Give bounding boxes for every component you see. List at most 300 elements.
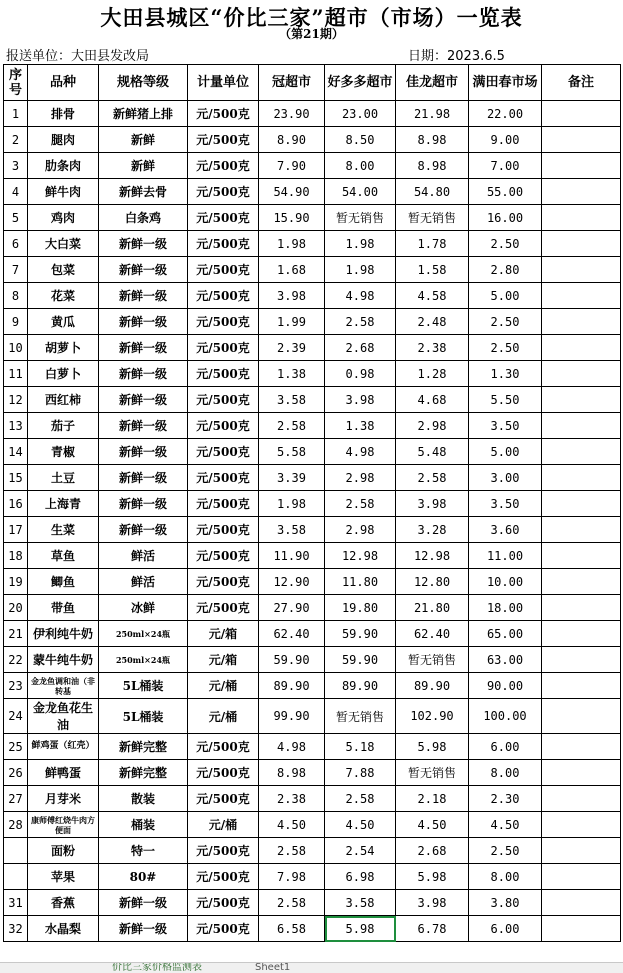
- cell-store-4[interactable]: 90.00: [469, 673, 542, 699]
- cell-seq[interactable]: 6: [4, 231, 28, 257]
- cell-spec[interactable]: 新鲜: [99, 153, 188, 179]
- cell-store-4[interactable]: 7.00: [469, 153, 542, 179]
- cell-item[interactable]: 蒙牛纯牛奶: [28, 647, 99, 673]
- cell-store-2[interactable]: 2.54: [325, 838, 396, 864]
- cell-store-4[interactable]: 2.50: [469, 309, 542, 335]
- cell-store-3[interactable]: 暂无销售: [396, 647, 469, 673]
- cell-spec[interactable]: 新鲜一级: [99, 283, 188, 309]
- cell-spec[interactable]: 新鲜猪上排: [99, 101, 188, 127]
- cell-store-3[interactable]: 54.80: [396, 179, 469, 205]
- cell-store-4[interactable]: 2.50: [469, 231, 542, 257]
- cell-store-2[interactable]: 0.98: [325, 361, 396, 387]
- cell-store-1[interactable]: 89.90: [259, 673, 325, 699]
- cell-spec[interactable]: 250ml×24瓶: [99, 621, 188, 647]
- cell-store-3[interactable]: 3.28: [396, 517, 469, 543]
- cell-store-1[interactable]: 2.58: [259, 413, 325, 439]
- cell-store-4[interactable]: 2.50: [469, 838, 542, 864]
- cell-item[interactable]: 苹果: [28, 864, 99, 890]
- cell-spec[interactable]: 新鲜一级: [99, 361, 188, 387]
- cell-note[interactable]: [542, 786, 621, 812]
- cell-seq[interactable]: 14: [4, 439, 28, 465]
- cell-unit[interactable]: 元/500克: [188, 309, 259, 335]
- cell-unit[interactable]: 元/500克: [188, 465, 259, 491]
- cell-note[interactable]: [542, 812, 621, 838]
- cell-store-4[interactable]: 5.50: [469, 387, 542, 413]
- cell-store-2[interactable]: 19.80: [325, 595, 396, 621]
- cell-note[interactable]: [542, 361, 621, 387]
- cell-unit[interactable]: 元/500克: [188, 517, 259, 543]
- cell-spec[interactable]: 新鲜一级: [99, 309, 188, 335]
- cell-seq[interactable]: 7: [4, 257, 28, 283]
- cell-seq[interactable]: 26: [4, 760, 28, 786]
- cell-unit[interactable]: 元/500克: [188, 491, 259, 517]
- cell-store-2[interactable]: 3.58: [325, 890, 396, 916]
- cell-spec[interactable]: 白条鸡: [99, 205, 188, 231]
- cell-store-3[interactable]: 暂无销售: [396, 760, 469, 786]
- cell-store-4[interactable]: 3.80: [469, 890, 542, 916]
- cell-seq[interactable]: 19: [4, 569, 28, 595]
- cell-store-2[interactable]: 7.88: [325, 760, 396, 786]
- cell-unit[interactable]: 元/500克: [188, 153, 259, 179]
- cell-unit[interactable]: 元/500克: [188, 179, 259, 205]
- cell-note[interactable]: [542, 864, 621, 890]
- cell-store-2[interactable]: 4.50: [325, 812, 396, 838]
- cell-store-1[interactable]: 3.39: [259, 465, 325, 491]
- cell-store-3[interactable]: 3.98: [396, 890, 469, 916]
- cell-store-1[interactable]: 4.98: [259, 734, 325, 760]
- cell-store-3[interactable]: 89.90: [396, 673, 469, 699]
- cell-note[interactable]: [542, 127, 621, 153]
- cell-unit[interactable]: 元/桶: [188, 673, 259, 699]
- cell-note[interactable]: [542, 309, 621, 335]
- cell-store-2[interactable]: 23.00: [325, 101, 396, 127]
- cell-store-1[interactable]: 1.98: [259, 491, 325, 517]
- cell-note[interactable]: [542, 231, 621, 257]
- cell-note[interactable]: [542, 179, 621, 205]
- cell-store-1[interactable]: 1.99: [259, 309, 325, 335]
- cell-spec[interactable]: 新鲜一级: [99, 387, 188, 413]
- cell-unit[interactable]: 元/500克: [188, 734, 259, 760]
- cell-seq[interactable]: 10: [4, 335, 28, 361]
- cell-store-3[interactable]: 8.98: [396, 127, 469, 153]
- cell-store-4[interactable]: 8.00: [469, 760, 542, 786]
- cell-store-3[interactable]: 2.98: [396, 413, 469, 439]
- cell-store-4[interactable]: 11.00: [469, 543, 542, 569]
- cell-store-1[interactable]: 11.90: [259, 543, 325, 569]
- cell-seq[interactable]: 1: [4, 101, 28, 127]
- cell-store-4[interactable]: 3.50: [469, 491, 542, 517]
- cell-unit[interactable]: 元/桶: [188, 699, 259, 734]
- cell-store-3[interactable]: 2.68: [396, 838, 469, 864]
- cell-note[interactable]: [542, 491, 621, 517]
- cell-store-3[interactable]: 62.40: [396, 621, 469, 647]
- header-store-3[interactable]: 佳龙超市: [396, 65, 469, 101]
- cell-store-2[interactable]: 11.80: [325, 569, 396, 595]
- cell-spec[interactable]: 250ml×24瓶: [99, 647, 188, 673]
- header-item[interactable]: 品种: [28, 65, 99, 101]
- cell-store-4[interactable]: 3.60: [469, 517, 542, 543]
- cell-unit[interactable]: 元/500克: [188, 335, 259, 361]
- cell-seq[interactable]: 5: [4, 205, 28, 231]
- cell-item[interactable]: 白萝卜: [28, 361, 99, 387]
- cell-store-1[interactable]: 15.90: [259, 205, 325, 231]
- cell-unit[interactable]: 元/500克: [188, 101, 259, 127]
- cell-store-3[interactable]: 2.58: [396, 465, 469, 491]
- cell-item[interactable]: 肋条肉: [28, 153, 99, 179]
- cell-store-4[interactable]: 3.50: [469, 413, 542, 439]
- cell-store-3[interactable]: 5.98: [396, 734, 469, 760]
- cell-store-4[interactable]: 65.00: [469, 621, 542, 647]
- cell-item[interactable]: 面粉: [28, 838, 99, 864]
- cell-note[interactable]: [542, 335, 621, 361]
- cell-spec[interactable]: 新鲜一级: [99, 517, 188, 543]
- cell-seq[interactable]: 15: [4, 465, 28, 491]
- cell-store-3[interactable]: 4.68: [396, 387, 469, 413]
- cell-store-4[interactable]: 10.00: [469, 569, 542, 595]
- cell-store-4[interactable]: 100.00: [469, 699, 542, 734]
- cell-store-1[interactable]: 59.90: [259, 647, 325, 673]
- cell-store-4[interactable]: 63.00: [469, 647, 542, 673]
- cell-seq[interactable]: 9: [4, 309, 28, 335]
- cell-unit[interactable]: 元/500克: [188, 569, 259, 595]
- cell-store-2[interactable]: 12.98: [325, 543, 396, 569]
- cell-store-2[interactable]: 暂无销售: [325, 205, 396, 231]
- cell-unit[interactable]: 元/500克: [188, 361, 259, 387]
- cell-note[interactable]: [542, 101, 621, 127]
- cell-spec[interactable]: 桶装: [99, 812, 188, 838]
- cell-store-3[interactable]: 1.78: [396, 231, 469, 257]
- cell-note[interactable]: [542, 569, 621, 595]
- cell-store-2[interactable]: 89.90: [325, 673, 396, 699]
- cell-store-3[interactable]: 21.80: [396, 595, 469, 621]
- cell-store-4[interactable]: 5.00: [469, 439, 542, 465]
- cell-spec[interactable]: 新鲜完整: [99, 734, 188, 760]
- cell-store-1[interactable]: 6.58: [259, 916, 325, 942]
- cell-store-2[interactable]: 2.98: [325, 517, 396, 543]
- cell-seq[interactable]: 12: [4, 387, 28, 413]
- cell-unit[interactable]: 元/500克: [188, 257, 259, 283]
- cell-store-3[interactable]: 8.98: [396, 153, 469, 179]
- cell-seq[interactable]: 27: [4, 786, 28, 812]
- cell-unit[interactable]: 元/500克: [188, 864, 259, 890]
- header-store-4[interactable]: 满田春市场: [469, 65, 542, 101]
- cell-seq[interactable]: 8: [4, 283, 28, 309]
- cell-spec[interactable]: 新鲜: [99, 127, 188, 153]
- cell-item[interactable]: 鲜牛肉: [28, 179, 99, 205]
- cell-store-4[interactable]: 2.50: [469, 335, 542, 361]
- cell-unit[interactable]: 元/500克: [188, 231, 259, 257]
- cell-note[interactable]: [542, 699, 621, 734]
- cell-store-4[interactable]: 22.00: [469, 101, 542, 127]
- cell-note[interactable]: [542, 595, 621, 621]
- cell-store-1[interactable]: 54.90: [259, 179, 325, 205]
- cell-store-2[interactable]: 暂无销售: [325, 699, 396, 734]
- cell-seq[interactable]: 32: [4, 916, 28, 942]
- cell-seq[interactable]: 2: [4, 127, 28, 153]
- cell-store-3[interactable]: 6.78: [396, 916, 469, 942]
- cell-unit[interactable]: 元/500克: [188, 890, 259, 916]
- cell-spec[interactable]: 5L桶装: [99, 699, 188, 734]
- cell-store-4[interactable]: 9.00: [469, 127, 542, 153]
- cell-seq[interactable]: 22: [4, 647, 28, 673]
- cell-store-2[interactable]: 2.58: [325, 491, 396, 517]
- cell-unit[interactable]: 元/桶: [188, 812, 259, 838]
- cell-item[interactable]: 水晶梨: [28, 916, 99, 942]
- cell-store-3[interactable]: 102.90: [396, 699, 469, 734]
- cell-store-4[interactable]: 5.00: [469, 283, 542, 309]
- cell-unit[interactable]: 元/500克: [188, 439, 259, 465]
- cell-spec[interactable]: 鲜活: [99, 543, 188, 569]
- cell-item[interactable]: 带鱼: [28, 595, 99, 621]
- cell-seq[interactable]: [4, 864, 28, 890]
- cell-store-1[interactable]: 2.39: [259, 335, 325, 361]
- cell-note[interactable]: [542, 621, 621, 647]
- cell-store-2[interactable]: 6.98: [325, 864, 396, 890]
- header-store-2[interactable]: 好多多超市: [325, 65, 396, 101]
- sheet-tab-price[interactable]: 价比三家价格监测表: [112, 962, 202, 973]
- cell-spec[interactable]: 新鲜一级: [99, 491, 188, 517]
- cell-store-4[interactable]: 4.50: [469, 812, 542, 838]
- cell-store-2[interactable]: 2.98: [325, 465, 396, 491]
- cell-unit[interactable]: 元/500克: [188, 595, 259, 621]
- cell-store-2[interactable]: 59.90: [325, 621, 396, 647]
- cell-store-1[interactable]: 62.40: [259, 621, 325, 647]
- cell-note[interactable]: [542, 673, 621, 699]
- cell-note[interactable]: [542, 205, 621, 231]
- cell-note[interactable]: [542, 257, 621, 283]
- cell-note[interactable]: [542, 734, 621, 760]
- cell-item[interactable]: 胡萝卜: [28, 335, 99, 361]
- cell-spec[interactable]: 新鲜一级: [99, 890, 188, 916]
- cell-store-2[interactable]: 2.58: [325, 309, 396, 335]
- cell-seq[interactable]: 3: [4, 153, 28, 179]
- cell-unit[interactable]: 元/500克: [188, 205, 259, 231]
- cell-store-3[interactable]: 1.58: [396, 257, 469, 283]
- cell-store-1[interactable]: 3.58: [259, 517, 325, 543]
- cell-store-3[interactable]: 5.48: [396, 439, 469, 465]
- cell-store-3[interactable]: 4.50: [396, 812, 469, 838]
- cell-store-2[interactable]: 1.98: [325, 231, 396, 257]
- cell-store-3[interactable]: 21.98: [396, 101, 469, 127]
- cell-item[interactable]: 鸡肉: [28, 205, 99, 231]
- cell-store-4[interactable]: 6.00: [469, 916, 542, 942]
- cell-item[interactable]: 花菜: [28, 283, 99, 309]
- cell-seq[interactable]: 31: [4, 890, 28, 916]
- cell-store-3[interactable]: 5.98: [396, 864, 469, 890]
- cell-store-4[interactable]: 55.00: [469, 179, 542, 205]
- cell-seq[interactable]: 4: [4, 179, 28, 205]
- cell-seq[interactable]: 28: [4, 812, 28, 838]
- cell-store-1[interactable]: 7.90: [259, 153, 325, 179]
- cell-store-2[interactable]: 4.98: [325, 439, 396, 465]
- header-spec[interactable]: 规格等级: [99, 65, 188, 101]
- cell-item[interactable]: 生菜: [28, 517, 99, 543]
- cell-store-2[interactable]: 1.38: [325, 413, 396, 439]
- cell-item[interactable]: 黄瓜: [28, 309, 99, 335]
- cell-item[interactable]: 茄子: [28, 413, 99, 439]
- cell-note[interactable]: [542, 439, 621, 465]
- cell-store-4[interactable]: 1.30: [469, 361, 542, 387]
- cell-unit[interactable]: 元/箱: [188, 621, 259, 647]
- cell-store-1[interactable]: 99.90: [259, 699, 325, 734]
- cell-unit[interactable]: 元/500克: [188, 916, 259, 942]
- cell-item[interactable]: 伊利纯牛奶: [28, 621, 99, 647]
- cell-store-3[interactable]: 1.28: [396, 361, 469, 387]
- cell-store-2[interactable]: 2.68: [325, 335, 396, 361]
- cell-note[interactable]: [542, 760, 621, 786]
- sheet-tab-sheet1[interactable]: Sheet1: [255, 962, 291, 973]
- table-row: [4, 760, 621, 786]
- cell-item[interactable]: 鲫鱼: [28, 569, 99, 595]
- cell-note[interactable]: [542, 387, 621, 413]
- cell-item[interactable]: 草鱼: [28, 543, 99, 569]
- cell-store-4[interactable]: 18.00: [469, 595, 542, 621]
- cell-store-4[interactable]: 8.00: [469, 864, 542, 890]
- cell-store-1[interactable]: 27.90: [259, 595, 325, 621]
- cell-spec[interactable]: 鲜活: [99, 569, 188, 595]
- cell-store-2[interactable]: 59.90: [325, 647, 396, 673]
- cell-item[interactable]: 腿肉: [28, 127, 99, 153]
- cell-store-4[interactable]: 16.00: [469, 205, 542, 231]
- cell-item[interactable]: 包菜: [28, 257, 99, 283]
- cell-note[interactable]: [542, 543, 621, 569]
- cell-item[interactable]: 金龙鱼调和油（非转基: [28, 673, 99, 699]
- cell-spec[interactable]: 5L桶装: [99, 673, 188, 699]
- cell-seq[interactable]: 16: [4, 491, 28, 517]
- cell-seq[interactable]: 23: [4, 673, 28, 699]
- cell-store-3[interactable]: 4.58: [396, 283, 469, 309]
- cell-unit[interactable]: 元/500克: [188, 786, 259, 812]
- cell-store-3[interactable]: 12.80: [396, 569, 469, 595]
- cell-note[interactable]: [542, 283, 621, 309]
- cell-store-1[interactable]: 1.68: [259, 257, 325, 283]
- cell-store-2[interactable]: 5.18: [325, 734, 396, 760]
- cell-store-1[interactable]: 8.98: [259, 760, 325, 786]
- cell-spec[interactable]: 80#: [99, 864, 188, 890]
- cell-item[interactable]: 月芽米: [28, 786, 99, 812]
- cell-store-2[interactable]: 8.00: [325, 153, 396, 179]
- cell-spec[interactable]: 新鲜一级: [99, 231, 188, 257]
- cell-item[interactable]: 金龙鱼花生油: [28, 699, 99, 734]
- cell-store-1[interactable]: 3.58: [259, 387, 325, 413]
- cell-store-3[interactable]: 2.48: [396, 309, 469, 335]
- cell-unit[interactable]: 元/500克: [188, 543, 259, 569]
- cell-store-1[interactable]: 1.38: [259, 361, 325, 387]
- cell-spec[interactable]: 散装: [99, 786, 188, 812]
- cell-unit[interactable]: 元/500克: [188, 838, 259, 864]
- cell-note[interactable]: [542, 153, 621, 179]
- cell-seq[interactable]: 13: [4, 413, 28, 439]
- cell-spec[interactable]: 新鲜一级: [99, 413, 188, 439]
- cell-note[interactable]: [542, 465, 621, 491]
- cell-store-1[interactable]: 2.58: [259, 838, 325, 864]
- cell-note[interactable]: [542, 838, 621, 864]
- cell-spec[interactable]: 新鲜完整: [99, 760, 188, 786]
- cell-spec[interactable]: 新鲜一级: [99, 465, 188, 491]
- cell-store-3[interactable]: 暂无销售: [396, 205, 469, 231]
- cell-store-2[interactable]: 54.00: [325, 179, 396, 205]
- cell-item[interactable]: 上海青: [28, 491, 99, 517]
- cell-item[interactable]: 鲜鸭蛋: [28, 760, 99, 786]
- cell-seq[interactable]: 20: [4, 595, 28, 621]
- cell-store-1[interactable]: 5.58: [259, 439, 325, 465]
- cell-note[interactable]: [542, 890, 621, 916]
- cell-unit[interactable]: 元/500克: [188, 413, 259, 439]
- cell-note[interactable]: [542, 517, 621, 543]
- cell-store-1[interactable]: 4.50: [259, 812, 325, 838]
- cell-store-2[interactable]: 8.50: [325, 127, 396, 153]
- cell-store-1[interactable]: 23.90: [259, 101, 325, 127]
- cell-store-2[interactable]: 4.98: [325, 283, 396, 309]
- cell-item[interactable]: 鲜鸡蛋（红壳）: [28, 734, 99, 760]
- cell-item[interactable]: 大白菜: [28, 231, 99, 257]
- cell-store-3[interactable]: 2.18: [396, 786, 469, 812]
- cell-item[interactable]: 青椒: [28, 439, 99, 465]
- cell-seq[interactable]: 24: [4, 699, 28, 734]
- cell-store-1[interactable]: 1.98: [259, 231, 325, 257]
- header-note[interactable]: 备注: [542, 65, 621, 101]
- cell-unit[interactable]: 元/箱: [188, 647, 259, 673]
- cell-store-3[interactable]: 12.98: [396, 543, 469, 569]
- cell-note[interactable]: [542, 413, 621, 439]
- cell-unit[interactable]: 元/500克: [188, 283, 259, 309]
- cell-store-1[interactable]: 8.90: [259, 127, 325, 153]
- cell-store-1[interactable]: 7.98: [259, 864, 325, 890]
- header-seq[interactable]: 序号: [4, 65, 28, 101]
- cell-unit[interactable]: 元/500克: [188, 387, 259, 413]
- cell-store-4[interactable]: 6.00: [469, 734, 542, 760]
- cell-spec[interactable]: 冰鲜: [99, 595, 188, 621]
- cell-spec[interactable]: 新鲜去骨: [99, 179, 188, 205]
- cell-store-4[interactable]: 2.80: [469, 257, 542, 283]
- cell-spec[interactable]: 新鲜一级: [99, 257, 188, 283]
- cell-item[interactable]: 香蕉: [28, 890, 99, 916]
- cell-item[interactable]: 西红柿: [28, 387, 99, 413]
- cell-item[interactable]: 土豆: [28, 465, 99, 491]
- cell-store-1[interactable]: 3.98: [259, 283, 325, 309]
- cell-seq[interactable]: 18: [4, 543, 28, 569]
- cell-store-2[interactable]: 5.98: [325, 916, 396, 942]
- header-store-1[interactable]: 冠超市: [259, 65, 325, 101]
- cell-item[interactable]: 排骨: [28, 101, 99, 127]
- cell-note[interactable]: [542, 647, 621, 673]
- cell-item[interactable]: 康师傅红烧牛肉方便面: [28, 812, 99, 838]
- cell-store-2[interactable]: 2.58: [325, 786, 396, 812]
- cell-store-1[interactable]: 2.38: [259, 786, 325, 812]
- cell-store-1[interactable]: 2.58: [259, 890, 325, 916]
- cell-seq[interactable]: 17: [4, 517, 28, 543]
- cell-spec[interactable]: 特一: [99, 838, 188, 864]
- cell-spec[interactable]: 新鲜一级: [99, 916, 188, 942]
- cell-note[interactable]: [542, 916, 621, 942]
- cell-unit[interactable]: 元/500克: [188, 760, 259, 786]
- cell-store-3[interactable]: 2.38: [396, 335, 469, 361]
- cell-seq[interactable]: 11: [4, 361, 28, 387]
- cell-unit[interactable]: 元/500克: [188, 127, 259, 153]
- cell-seq[interactable]: [4, 838, 28, 864]
- cell-store-3[interactable]: 3.98: [396, 491, 469, 517]
- cell-store-1[interactable]: 12.90: [259, 569, 325, 595]
- cell-seq[interactable]: 21: [4, 621, 28, 647]
- cell-store-4[interactable]: 2.30: [469, 786, 542, 812]
- cell-store-2[interactable]: 3.98: [325, 387, 396, 413]
- cell-store-4[interactable]: 3.00: [469, 465, 542, 491]
- cell-seq[interactable]: 25: [4, 734, 28, 760]
- header-unit[interactable]: 计量单位: [188, 65, 259, 101]
- cell-spec[interactable]: 新鲜一级: [99, 439, 188, 465]
- cell-store-2[interactable]: 1.98: [325, 257, 396, 283]
- cell-spec[interactable]: 新鲜一级: [99, 335, 188, 361]
